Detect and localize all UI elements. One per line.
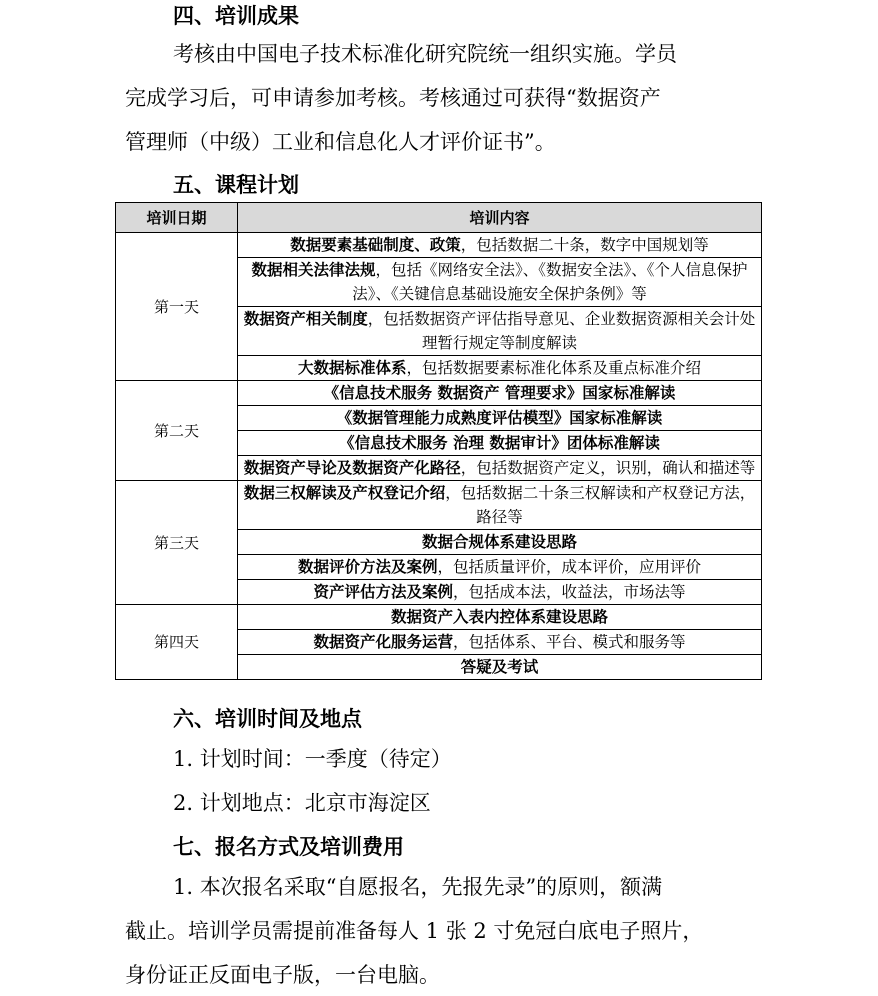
- content-cell: [238, 431, 762, 456]
- topic-bold: 《信息技术服务 数据资产 管理要求》国家标准解读: [323, 384, 676, 402]
- section4-line-2: 完成学习后，可申请参加考核。考核通过可获得“数据资产: [125, 86, 661, 110]
- topic-bold: 数据资产相关制度: [243, 310, 368, 328]
- topic-bold: 数据资产导论及数据资产化路径: [243, 459, 461, 477]
- topic-detail: ，包括成本法，收益法，市场法等: [453, 583, 686, 601]
- topic-bold: 数据合规体系建设思路: [421, 533, 577, 551]
- topic-bold: 答疑及考试: [460, 658, 539, 676]
- topic-detail: ，包括数据资产定义，识别，确认和描述等: [460, 459, 756, 477]
- course-schedule-table: [115, 202, 762, 680]
- topic-bold: 大数据标准体系: [297, 359, 407, 377]
- plan-place: 2. 计划地点：北京市海淀区: [173, 791, 431, 815]
- content-cell: [238, 406, 762, 431]
- topic-detail: ，包括数据二十条，数字中国规划等: [460, 236, 709, 254]
- content-cell: [238, 481, 762, 530]
- topic-bold: 数据要素基础制度、政策: [290, 236, 461, 254]
- section4-line-1: 考核由中国电子技术标准化研究院统一组织实施。学员: [173, 42, 677, 66]
- topic-bold: 《信息技术服务 治理 数据审计》团体标准解读: [339, 434, 660, 452]
- column-header-date: 培训日期: [116, 203, 238, 233]
- content-cell: [238, 580, 762, 605]
- topic-bold: 资产评估方法及案例: [313, 583, 453, 601]
- day-cell: 第一天: [116, 233, 238, 381]
- content-cell: [238, 655, 762, 680]
- section7-line-3: 身份证正反面电子版，一台电脑。: [125, 963, 440, 987]
- topic-bold: 数据资产入表内控体系建设思路: [390, 608, 608, 626]
- content-cell: [238, 233, 762, 258]
- section4-line-3: 管理师（中级）工业和信息化人才评价证书”。: [125, 130, 556, 154]
- topic-bold: 数据评价方法及案例: [297, 558, 438, 576]
- content-cell: [238, 307, 762, 356]
- content-cell: [238, 605, 762, 630]
- content-cell: [238, 258, 762, 307]
- topic-detail: ，包括质量评价，成本评价，应用评价: [437, 558, 702, 576]
- topic-detail: ，包括数据要素标准化体系及重点标准介绍: [406, 359, 702, 377]
- table-header-row: [116, 203, 762, 233]
- content-cell: [238, 555, 762, 580]
- section6-heading: 六、培训时间及地点: [173, 707, 362, 731]
- topic-bold: 数据三权解读及产权登记介绍: [243, 484, 446, 502]
- section7-heading: 七、报名方式及培训费用: [173, 835, 404, 859]
- table-row: [116, 233, 762, 258]
- content-cell: [238, 381, 762, 406]
- column-header-content: 培训内容: [238, 203, 762, 233]
- topic-detail: ，包括体系、平台、模式和服务等: [453, 633, 686, 651]
- day-cell: 第三天: [116, 481, 238, 605]
- table-row: [116, 381, 762, 406]
- topic-bold: 《数据管理能力成熟度评估模型》国家标准解读: [336, 409, 663, 427]
- content-cell: [238, 356, 762, 381]
- section7-line-2: 截止。培训学员需提前准备每人 1 张 2 寸免冠白底电子照片，: [125, 919, 704, 943]
- content-cell: [238, 456, 762, 481]
- table-row: [116, 481, 762, 530]
- topic-detail: ，包括数据二十条三权解读和产权登记方法，路径等: [445, 484, 756, 526]
- day-cell: 第四天: [116, 605, 238, 680]
- topic-detail: ，包括《网络安全法》、《数据安全法》、《个人信息保护法》、《关键信息基础设施安全保护条例》等: [352, 261, 748, 303]
- topic-detail: ，包括数据资产评估指导意见、企业数据资源相关会计处理暂行规定等制度解读: [367, 310, 756, 352]
- content-cell: [238, 630, 762, 655]
- topic-bold: 数据资产化服务运营: [313, 633, 453, 651]
- day-cell: 第二天: [116, 381, 238, 481]
- content-cell: [238, 530, 762, 555]
- topic-bold: 数据相关法律法规: [251, 261, 376, 279]
- table-row: [116, 605, 762, 630]
- section5-heading: 五、课程计划: [173, 173, 299, 197]
- section7-line-1: 1. 本次报名采取“自愿报名，先报先录”的原则，额满: [173, 875, 663, 899]
- plan-time: 1. 计划时间：一季度（待定）: [173, 747, 452, 771]
- section4-heading: 四、培训成果: [173, 4, 299, 28]
